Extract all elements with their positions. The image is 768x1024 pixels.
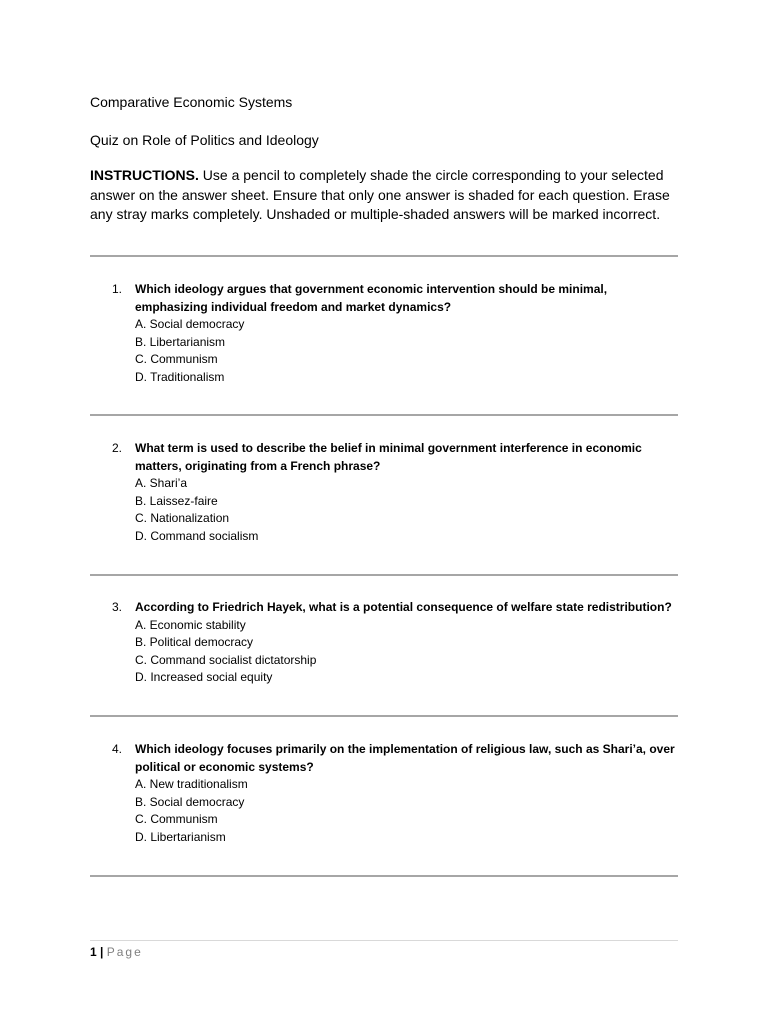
question-body [135,281,682,387]
course-title: Comparative Economic Systems [90,94,293,110]
footer-rule [90,940,678,941]
question-body [135,741,682,847]
question-text: According to Friedrich Hayek, what is a potential consequence of welfare state redistribution? [135,600,672,614]
answer-option: A. Social democracy [135,317,245,332]
question-text: Which ideology focuses primarily on the implementation of religious law, such as Shari’a, over political or economic systems? [135,742,675,774]
page-number: 1 [90,945,97,959]
answer-option: C. Nationalization [135,511,230,526]
instructions-label: INSTRUCTIONS. [90,167,199,183]
quiz-title: Quiz on Role of Politics and Ideology [90,132,319,148]
question-number: 2. [112,441,123,455]
answer-option: C. Communism [135,352,218,367]
page-word: Page [106,945,143,959]
question-number: 1. [112,282,123,296]
question-body [135,599,682,687]
answer-option: A. Shari’a [135,476,188,491]
divider-rule [90,715,678,717]
question-1 [112,281,682,387]
instructions-paragraph [90,166,690,225]
divider-rule [90,414,678,416]
divider-rule [90,255,678,257]
answer-option: B. Libertarianism [135,334,226,349]
answer-option: C. Command socialist dictatorship [135,652,317,667]
answer-option: D. Increased social equity [135,670,273,685]
instructions-text: Use a pencil to completely shade the circle corresponding to your selected answer on the answer sheet. Ensure that only one answer is shaded for each question. Erase any stray marks completely. Unshaded or multiple-shaded answers will be marked incorrect. [90,167,670,222]
footer-separator: | [96,945,107,959]
question-3 [112,599,682,687]
question-number: 4. [112,742,123,756]
question-text: Which ideology argues that government economic intervention should be minimal, emphasizing individual freedom and market dynamics? [135,282,608,314]
question-body [135,440,682,546]
divider-rule [90,875,678,877]
answer-option: B. Laissez-faire [135,493,218,508]
divider-rule [90,574,678,576]
answer-option: B. Social democracy [135,794,245,809]
page-footer [90,944,143,960]
answer-option: C. Communism [135,812,218,827]
answer-option: D. Traditionalism [135,369,225,384]
answer-option: A. Economic stability [135,617,246,632]
question-number: 3. [112,600,123,614]
answer-option: D. Command socialism [135,528,259,543]
answer-option: A. New traditionalism [135,777,248,792]
answer-option: D. Libertarianism [135,829,226,844]
question-4 [112,741,682,847]
answer-option: B. Political democracy [135,635,254,650]
question-2 [112,440,682,546]
question-text: What term is used to describe the belief in minimal government interference in economic matters, originating from a French phrase? [135,441,642,473]
